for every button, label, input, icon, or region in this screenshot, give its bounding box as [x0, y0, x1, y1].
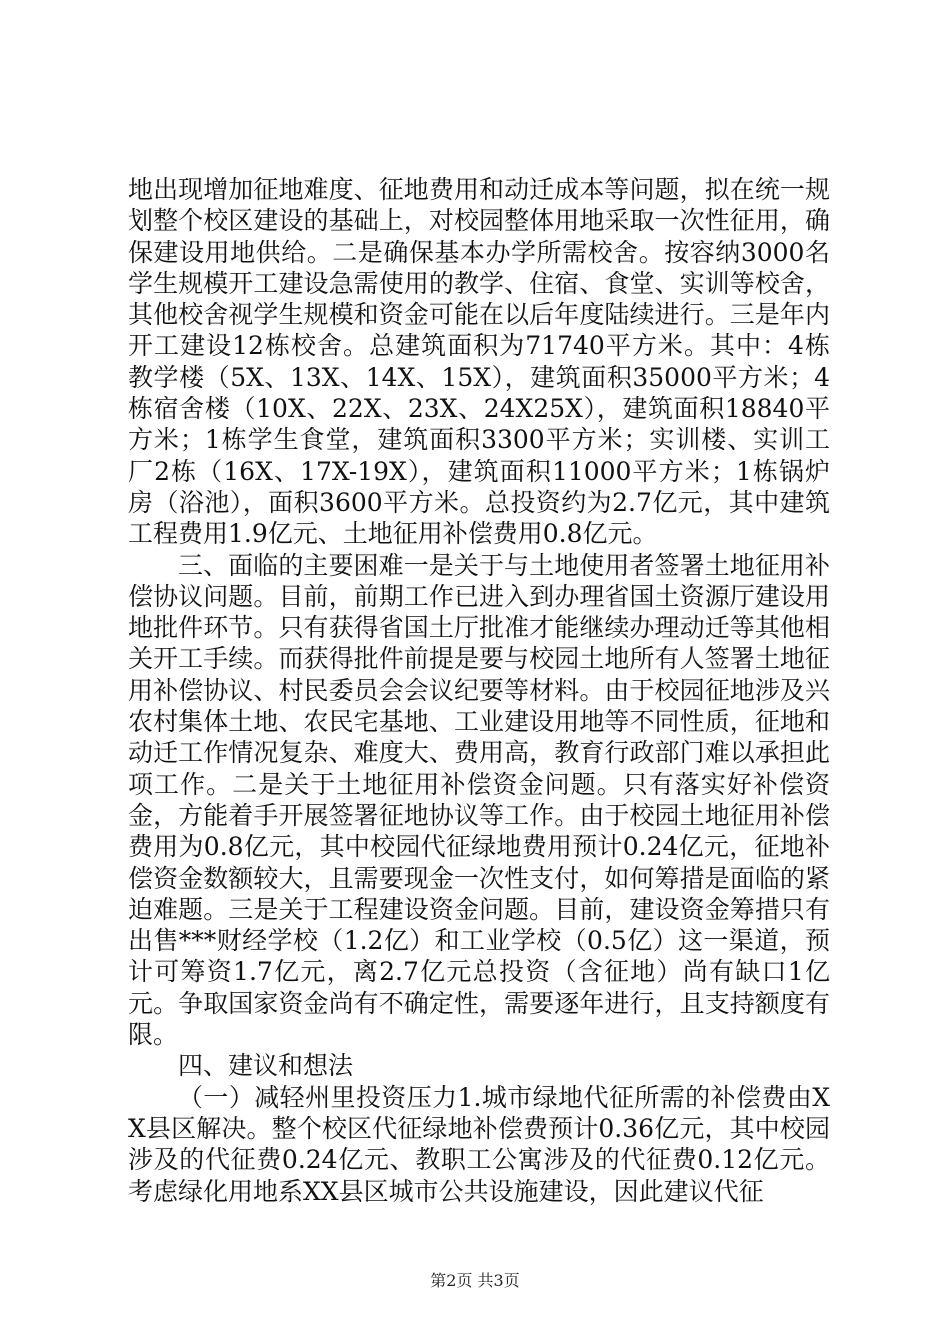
paragraph-difficulties: 三、面临的主要困难一是关于与土地使用者签署土地征用补偿协议问题。目前，前期工作已进入到办理省国土资源厅建设用地批件环节。只有获得省国土厅批准才能继续办理动迁等其他相关开工手续。而获得批件前提是要与校园土地所有人签署土地征用补偿协议、村民委员会会议纪要等材料。由于校园征地涉及兴农村集体土地、农民宅基地、工业建设用地等不同性质，征地和动迁工作情况复杂、难度大、费用高，教育行政部门难以承担此项工作。二是关于土地征用补偿资金问题。只有落实好补偿资金，方能着手开展签署征地协议等工作。由于校园土地征用补偿费用为0.8亿元，其中校园代征绿地费用预计0.24亿元，征地补偿资金数额较大，且需要现金一次性支付，如何筹措是面临的紧迫难题。三是关于工程建设资金问题。目前，建设资金筹措只有出售***财经学校（1.2亿）和工业学校（0.5亿）这一渠道，预计可筹资1.7亿元，离2.7亿元总投资（含征地）尚有缺口1亿元。争取国家资金尚有不确定性，需要逐年进行，且支持额度有限。: [128, 550, 830, 1050]
document-body: [128, 174, 830, 1207]
paragraph-continuation: 地出现增加征地难度、征地费用和动迁成本等问题，拟在统一规划整个校区建设的基础上，对校园整体用地采取一次性征用，确保建设用地供给。二是确保基本办学所需校舍。按容纳3000名学生规模开工建设急需使用的教学、住宿、食堂、实训等校舍，其他校舍视学生规模和资金可能在以后年度陆续进行。三是年内开工建设12栋校舍。总建筑面积为71740平方米。其中：4栋教学楼（5X、13X、14X、15X），建筑面积35000平方米；4栋宿舍楼（10X、22X、23X、24X25X），建筑面积18840平方米；1栋学生食堂，建筑面积3300平方米；实训楼、实训工厂2栋（16X、17X-19X），建筑面积11000平方米；1栋锅炉房（浴池），面积3600平方米。总投资约为2.7亿元，其中建筑工程费用1.9亿元、土地征用补偿费用0.8亿元。: [128, 175, 830, 549]
paragraph-suggestion-one: （一）减轻州里投资压力1.城市绿地代征所需的补偿费由XX县区解决。整个校区代征绿地补偿费预计0.36亿元，其中校园涉及的代征费0.24亿元、教职工公寓涉及的代征费0.12亿元。考虑绿化用地系XX县区城市公共设施建设，因此建议代征: [128, 1082, 830, 1206]
section-heading-suggestions: 四、建议和想法: [178, 1051, 354, 1081]
page-footer: 第2页 共3页: [430, 1271, 520, 1290]
